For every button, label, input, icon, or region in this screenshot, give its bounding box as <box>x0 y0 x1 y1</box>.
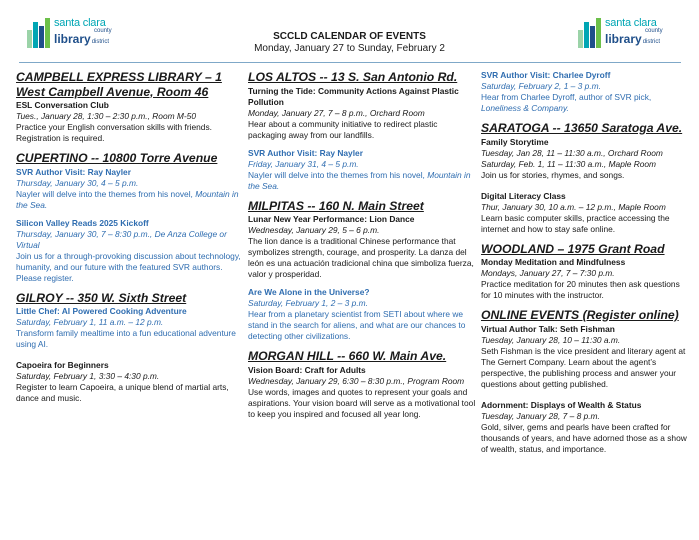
event-time: Wednesday, January 29, 5 – 6 p.m. <box>248 225 380 235</box>
event-meditation <box>481 257 691 301</box>
section-heading-milpitas: MILPITAS -- 160 N. Main Street <box>248 198 424 213</box>
event-time: Tuesday, Jan 28, 11 – 11:30 a.m., Orchard Room <box>481 147 663 158</box>
section-heading-los-altos: LOS ALTOS -- 13 S. San Antonio Rd. <box>248 70 458 84</box>
event-time: Tuesday, January 28, 7 – 8 p.m. <box>481 410 600 421</box>
date-range: Monday, January 27 to Sunday, February 2 <box>254 43 445 54</box>
event-time: Saturday, February 1, 2 – 3 p.m. <box>248 298 368 308</box>
event-turning-the-tide <box>248 86 476 141</box>
logo-text-district: district <box>91 39 110 45</box>
event-seth-fishman <box>481 324 691 390</box>
logo-text-library: library <box>605 32 642 46</box>
event-time: Tues., January 28, 1:30 – 2:30 p.m., Room M-50 <box>16 111 196 121</box>
event-adornment <box>481 400 691 455</box>
event-title: Monday Meditation and Mindfulness <box>481 257 626 267</box>
event-title: SVR Author Visit: Ray Nayler <box>248 147 363 158</box>
section-heading-campbell: CAMPBELL EXPRESS LIBRARY – 1 West Campbell Avenue, Room 46 <box>16 70 222 99</box>
event-time: Thursday, January 30, 7 – 8:30 p.m., De Anza College or Virtual <box>16 228 227 250</box>
section-heading-woodland: WOODLAND – 1975 Grant Road <box>481 241 665 256</box>
event-description <box>248 170 476 192</box>
event-digital-literacy <box>481 191 691 235</box>
event-time: Wednesday, January 29, 6:30 – 8:30 p.m., Program Room <box>248 375 465 386</box>
event-title: Virtual Author Talk: Seth Fishman <box>481 323 615 334</box>
section-heading-online: ONLINE EVENTS (Register online) <box>481 308 679 322</box>
event-description: Hear from a planetary scientist from SETI about where we stand in the search for aliens, and what are our chances to detecting other civilizations. <box>248 309 466 341</box>
event-time: Saturday, February 2, 1 – 3 p.m. <box>481 81 601 91</box>
event-title: Digital Literacy Class <box>481 190 566 201</box>
event-time: Thursday, January 30, 4 – 5 p.m. <box>16 177 139 188</box>
event-title: Silicon Valley Reads 2025 Kickoff <box>16 217 149 228</box>
event-description: Transform family mealtime into a fun educational adventure using AI. <box>16 328 236 349</box>
event-capoeira <box>16 360 242 404</box>
event-title: SVR Author Visit: Ray Nayler <box>16 166 131 177</box>
event-description <box>481 92 691 114</box>
logo-text-santa-clara: santa clara <box>605 17 657 29</box>
event-description: Gold, silver, gems and pearls have been crafted for thousands of years, and have adorned those as a show of wealth, status, and importance. <box>481 421 687 454</box>
event-description: The lion dance is a traditional Chinese performance that symbolizes strength, courage, and prosperity. La danza del león es una actuación tradicional china que simboliza fuerza, valor y prosperidad. <box>248 236 474 279</box>
column-2 <box>248 70 476 427</box>
event-time: Saturday, Feb. 1, 11 – 11:30 a.m., Maple Room <box>481 158 657 169</box>
event-svr-kickoff <box>16 218 242 284</box>
section-heading-morgan-hill: MORGAN HILL -- 660 W. Main Ave. <box>248 349 447 363</box>
event-time: Saturday, February 1, 11 a.m. – 12 p.m. <box>16 317 164 327</box>
page-header <box>0 31 699 54</box>
event-title: ESL Conversation Club <box>16 100 109 110</box>
section-heading-gilroy: GILROY -- 350 W. Sixth Street <box>16 290 187 305</box>
event-description: Join us for a through-provoking discussion about technology, humanity, and our future with the featured SVR authors. Please register. <box>16 250 241 283</box>
logo-text-county: county <box>94 28 112 34</box>
event-vision-board <box>248 365 476 420</box>
event-title: SVR Author Visit: Charlee Dyroff <box>481 70 611 80</box>
logo-text-library: library <box>54 32 91 46</box>
event-time: Monday, January 27, 7 – 8 p.m., Orchard Room <box>248 107 425 118</box>
book-title: Mountain in the Sea. <box>248 169 471 191</box>
event-description <box>16 189 242 211</box>
book-title: Mountain in the Sea. <box>16 188 239 210</box>
event-title: Adornment: Displays of Wealth & Status <box>481 399 642 410</box>
event-time: Friday, January 31, 4 – 5 p.m. <box>248 158 359 169</box>
event-time: Thur, January 30, 10 a.m. – 12 p.m., Maple Room <box>481 201 666 212</box>
event-svr-ray-nayler <box>16 167 242 211</box>
event-title: Lunar New Year Performance: Lion Dance <box>248 214 415 224</box>
event-alone-in-universe <box>248 287 476 342</box>
event-lion-dance <box>248 214 476 280</box>
event-svr-ray-nayler-los-altos <box>248 148 476 192</box>
section-heading-saratoga: SARATOGA -- 13650 Saratoga Ave. <box>481 121 683 135</box>
event-svr-charlee-dyroff <box>481 70 691 114</box>
event-description: Practice your English conversation skills with friends. Registration is required. <box>16 122 212 143</box>
event-family-storytime <box>481 137 691 181</box>
event-description-text: Nayler will delve into the themes from his novel, <box>248 169 425 180</box>
event-title: Little Chef: AI Powered Cooking Adventure <box>16 306 187 316</box>
event-description: Hear about a community initiative to redirect plastic packaging away from our landfills. <box>248 118 438 140</box>
event-little-chef <box>16 306 242 350</box>
event-description: Use words, images and quotes to represent your goals and aspirations. Your vision board will serve as a motivational tool to keep you inspired and focused all year long. <box>248 386 476 419</box>
event-time: Mondays, January 27, 7 – 7:30 p.m. <box>481 268 615 278</box>
event-description-text: Nayler will delve into the themes from his novel, <box>16 188 193 199</box>
logo-text-county: county <box>645 28 663 34</box>
book-title: Loneliness & Company. <box>481 103 569 113</box>
event-title: Family Storytime <box>481 136 549 147</box>
logo-text-santa-clara: santa clara <box>54 17 106 29</box>
column-3 <box>481 70 691 462</box>
header-divider <box>19 62 681 63</box>
event-title: Turning the Tide: Community Actions Against Plastic Pollution <box>248 85 459 107</box>
event-description: Practice meditation for 20 minutes then ask questions for 10 minutes with the instructor. <box>481 279 680 300</box>
event-description: Join us for stories, rhymes, and songs. <box>481 169 625 180</box>
event-time: Tuesday, January 28, 10 – 11:30 a.m. <box>481 334 621 345</box>
section-heading-cupertino: CUPERTINO -- 10800 Torre Avenue <box>16 151 218 165</box>
page-title: SCCLD CALENDAR OF EVENTS <box>273 31 426 42</box>
event-title: Capoeira for Beginners <box>16 360 109 370</box>
event-title: Vision Board: Craft for Adults <box>248 364 366 375</box>
event-description: Register to learn Capoeira, a unique blend of martial arts, dance and music. <box>16 382 229 403</box>
event-esl-conversation <box>16 100 242 144</box>
column-1 <box>16 70 242 411</box>
event-time: Saturday, February 1, 3:30 – 4:30 p.m. <box>16 371 160 381</box>
event-description: Learn basic computer skills, practice accessing the internet and how to stay safe online. <box>481 212 670 234</box>
event-description: Seth Fishman is the vice president and literary agent at The Gernert Company. Learn about the agent’s perspective, the publishing process and answer your questions about getting published. <box>481 345 686 389</box>
logo-text-district: district <box>642 39 661 45</box>
event-title: Are We Alone in the Universe? <box>248 287 370 297</box>
event-description-text: Hear from Charlee Dyroff, author of SVR pick, <box>481 92 652 102</box>
